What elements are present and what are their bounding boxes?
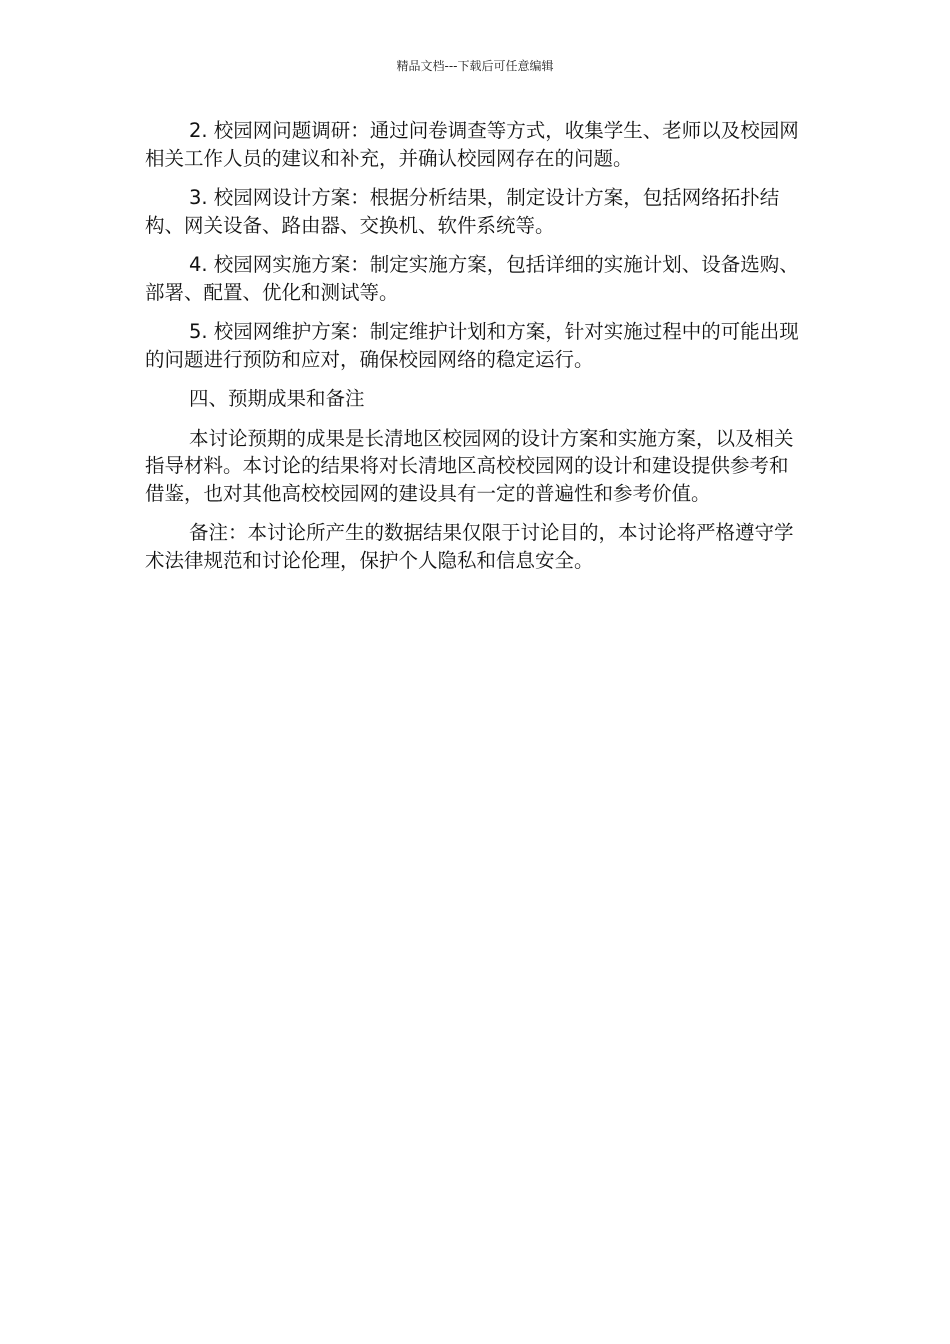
- section-heading-expected-results: 四、预期成果和备注: [189, 387, 365, 410]
- paragraph-implementation-plan: 4. 校园网实施方案：制定实施方案，包括详细的实施计划、设备选购、部署、配置、优化和测试等。: [145, 253, 799, 304]
- paragraph-notes: 备注：本讨论所产生的数据结果仅限于讨论目的，本讨论将严格遵守学术法律规范和讨论伦理，保护个人隐私和信息安全。: [145, 521, 794, 572]
- paragraph-design-plan: 3. 校园网设计方案：根据分析结果，制定设计方案，包括网络拓扑结构、网关设备、路由器、交换机、软件系统等。: [145, 186, 780, 237]
- paragraph-maintenance-plan: 5. 校园网维护方案：制定维护计划和方案，针对实施过程中的可能出现的问题进行预防和应对，确保校园网络的稳定运行。: [145, 320, 799, 371]
- page-header: 精品文档---下载后可任意编辑: [396, 59, 554, 73]
- document-body: [145, 117, 800, 586]
- paragraph-survey: 2. 校园网问题调研：通过问卷调查等方式，收集学生、老师以及校园网相关工作人员的建议和补充，并确认校园网存在的问题。: [145, 119, 799, 170]
- paragraph-expected-results: 本讨论预期的成果是长清地区校园网的设计方案和实施方案，以及相关指导材料。本讨论的结果将对长清地区高校校园网的设计和建设提供参考和借鉴，也对其他高校校园网的建设具有一定的普遍性和参考价值。: [145, 426, 794, 505]
